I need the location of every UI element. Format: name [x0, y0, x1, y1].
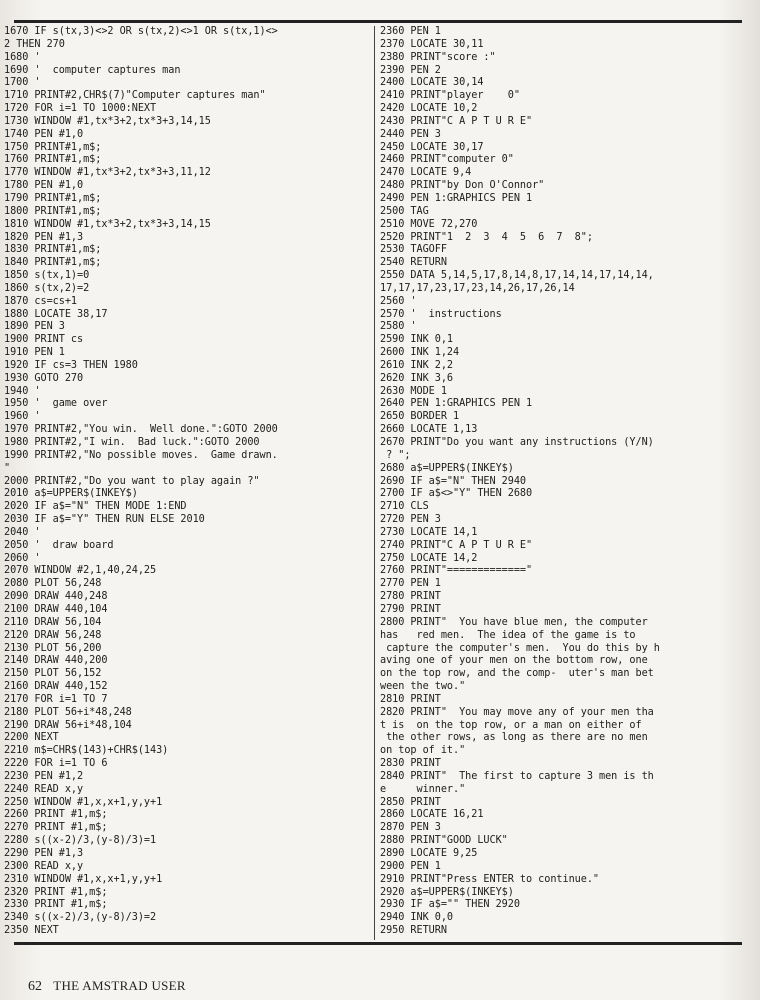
code-line: 2650 BORDER 1 [380, 411, 460, 423]
code-line: 2360 PEN 1 [380, 26, 441, 37]
code-line: 1810 WINDOW #1,tx*3+2,tx*3+3,14,15 [4, 218, 211, 230]
code-line: 2900 PEN 1 [380, 860, 441, 872]
code-line: 1870 cs=cs+1 [4, 295, 78, 307]
code-line: 2310 WINDOW #1,x,x+1,y,y+1 [4, 873, 163, 885]
code-line: 1750 PRINT#1,m$; [4, 141, 102, 153]
code-line: 2880 PRINT"GOOD LUCK" [380, 835, 508, 847]
code-line: t is on the top row, or a man on either of [380, 719, 642, 731]
code-line: 2150 PLOT 56,152 [4, 668, 102, 680]
code-line: 2510 MOVE 72,270 [380, 218, 478, 230]
code-line: 1730 WINDOW #1,tx*3+2,tx*3+3,14,15 [4, 115, 211, 127]
code-line: 1980 PRINT#2,"I win. Bad luck.":GOTO 2000 [4, 437, 260, 448]
code-line: 2 THEN 270 [4, 38, 65, 50]
code-line: 2160 DRAW 440,152 [4, 681, 108, 693]
code-line: 2520 PRINT"1 2 3 4 5 6 7 8"; [380, 231, 593, 243]
code-line: 2670 PRINT"Do you want any instructions (Y/N) [380, 437, 654, 448]
code-line: 1830 PRINT#1,m$; [4, 244, 102, 256]
code-line: 2460 PRINT"computer 0" [380, 154, 514, 166]
code-line: 1890 PEN 3 [4, 321, 65, 333]
code-line: 2580 ' [380, 321, 417, 333]
code-line: 2840 PRINT" The first to capture 3 men is th [380, 770, 654, 782]
code-line: 1900 PRINT cs [4, 334, 84, 346]
code-line: " [4, 462, 11, 474]
code-line: 2350 NEXT [4, 925, 59, 937]
column-divider [374, 26, 375, 940]
code-line: capture the computer's men. You do this by h [380, 642, 660, 654]
code-line: 2140 DRAW 440,200 [4, 655, 108, 667]
code-line: ween the two." [380, 681, 466, 693]
code-line: 2270 PRINT #1,m$; [4, 822, 108, 834]
code-line: 2660 LOCATE 1,13 [380, 424, 478, 436]
code-line: 2430 PRINT"C A P T U R E" [380, 115, 533, 127]
bottom-rule [14, 942, 742, 945]
code-line: 2620 INK 3,6 [380, 372, 454, 384]
code-line: 2230 PEN #1,2 [4, 770, 84, 782]
code-line: 17,17,17,23,17,23,14,26,17,26,14 [380, 282, 575, 294]
code-line: 2870 PEN 3 [380, 822, 441, 834]
code-line: 2640 PEN 1:GRAPHICS PEN 1 [380, 398, 533, 410]
code-line: 1880 LOCATE 38,17 [4, 308, 108, 320]
code-line: 2530 TAGOFF [380, 244, 447, 256]
code-line: 1800 PRINT#1,m$; [4, 205, 102, 217]
code-line: 2800 PRINT" You have blue men, the computer [380, 616, 648, 628]
code-line: 2320 PRINT #1,m$; [4, 886, 108, 898]
page-footer [28, 978, 186, 995]
code-line: e winner." [380, 783, 466, 795]
code-line: 2210 m$=CHR$(143)+CHR$(143) [4, 745, 169, 757]
code-line: the other rows, as long as there are no men [380, 732, 648, 744]
listing-column-left [4, 26, 370, 938]
code-line: 2550 DATA 5,14,5,17,8,14,8,17,14,14,17,14,14, [380, 270, 654, 282]
code-line: 2700 IF a$<>"Y" THEN 2680 [380, 488, 533, 500]
code-line: 2950 RETURN [380, 925, 447, 937]
code-line: 1740 PEN #1,0 [4, 128, 84, 140]
code-line: 2130 PLOT 56,200 [4, 642, 102, 654]
code-line: 1990 PRINT#2,"No possible moves. Game drawn. [4, 449, 278, 461]
code-line: 2910 PRINT"Press ENTER to continue." [380, 873, 600, 885]
code-line: 2470 LOCATE 9,4 [380, 167, 472, 179]
code-line: has red men. The idea of the game is to [380, 629, 636, 641]
code-line: 1680 ' [4, 51, 41, 63]
code-line: 2110 DRAW 56,104 [4, 616, 102, 628]
code-line: 2440 PEN 3 [380, 128, 441, 140]
code-line: 1670 IF s(tx,3)<>2 OR s(tx,2)<>1 OR s(tx,1)<> [4, 26, 278, 37]
code-line: 2010 a$=UPPER$(INKEY$) [4, 488, 138, 500]
code-line: 2820 PRINT" You may move any of your men tha [380, 706, 654, 718]
code-line: 2420 LOCATE 10,2 [380, 103, 478, 115]
code-line: 2080 PLOT 56,248 [4, 578, 102, 590]
code-line: 2560 ' [380, 295, 417, 307]
code-line: 2240 READ x,y [4, 783, 84, 795]
code-line: 2200 NEXT [4, 732, 59, 744]
code-line: 2050 ' draw board [4, 539, 114, 551]
code-line: 2040 ' [4, 526, 41, 538]
code-line: 2500 TAG [380, 205, 429, 217]
code-line: 2780 PRINT [380, 591, 441, 603]
code-line: 1840 PRINT#1,m$; [4, 257, 102, 269]
code-line: 2860 LOCATE 16,21 [380, 809, 484, 821]
code-line: 2750 LOCATE 14,2 [380, 552, 478, 564]
code-line: 2760 PRINT"=============" [380, 565, 533, 577]
code-line: 2940 INK 0,0 [380, 912, 454, 924]
code-line: 2570 ' instructions [380, 308, 502, 320]
code-line: 1970 PRINT#2,"You win. Well done.":GOTO 2000 [4, 424, 278, 436]
code-line: 1720 FOR i=1 TO 1000:NEXT [4, 103, 157, 115]
code-line: 2630 MODE 1 [380, 385, 447, 397]
code-line: 1960 ' [4, 411, 41, 423]
code-line: aving one of your men on the bottom row, one [380, 655, 648, 667]
magazine-name: THE AMSTRAD USER [53, 978, 186, 993]
code-line: 2920 a$=UPPER$(INKEY$) [380, 886, 514, 898]
code-line: 2020 IF a$="N" THEN MODE 1:END [4, 501, 187, 513]
code-line: 2770 PEN 1 [380, 578, 441, 590]
code-line: 2070 WINDOW #2,1,40,24,25 [4, 565, 157, 577]
code-line: 2380 PRINT"score :" [380, 51, 496, 63]
code-line: 1780 PEN #1,0 [4, 180, 84, 192]
code-line: ? "; [380, 449, 411, 461]
code-line: 1820 PEN #1,3 [4, 231, 84, 243]
code-line: 2300 READ x,y [4, 860, 84, 872]
code-line: 2030 IF a$="Y" THEN RUN ELSE 2010 [4, 514, 205, 526]
code-line: 2340 s((x-2)/3,(y-8)/3)=2 [4, 912, 157, 924]
code-line: 1930 GOTO 270 [4, 372, 84, 384]
code-line: 2410 PRINT"player 0" [380, 90, 520, 102]
code-line: 2400 LOCATE 30,14 [380, 77, 484, 89]
code-line: 2690 IF a$="N" THEN 2940 [380, 475, 527, 487]
code-line: 2390 PEN 2 [380, 64, 441, 76]
code-line: 1920 IF cs=3 THEN 1980 [4, 359, 138, 371]
code-line: 1760 PRINT#1,m$; [4, 154, 102, 166]
code-line: on top of it." [380, 745, 466, 757]
code-line: 2730 LOCATE 14,1 [380, 526, 478, 538]
code-line: 2600 INK 1,24 [380, 347, 460, 359]
code-line: 2590 INK 0,1 [380, 334, 454, 346]
code-line: 2680 a$=UPPER$(INKEY$) [380, 462, 514, 474]
code-line: 2250 WINDOW #1,x,x+1,y,y+1 [4, 796, 163, 808]
code-line: 1710 PRINT#2,CHR$(7)"Computer captures man" [4, 90, 266, 102]
code-line: on the top row, and the comp- uter's man bet [380, 668, 654, 680]
top-rule [14, 20, 742, 23]
code-line: 2810 PRINT [380, 693, 441, 705]
code-line: 2490 PEN 1:GRAPHICS PEN 1 [380, 192, 533, 204]
code-line: 2830 PRINT [380, 758, 441, 770]
code-line: 2100 DRAW 440,104 [4, 603, 108, 615]
code-line: 2000 PRINT#2,"Do you want to play again ?" [4, 475, 260, 487]
code-line: 2280 s((x-2)/3,(y-8)/3)=1 [4, 835, 157, 847]
code-line: 2850 PRINT [380, 796, 441, 808]
code-line: 1770 WINDOW #1,tx*3+2,tx*3+3,11,12 [4, 167, 211, 179]
code-line: 2120 DRAW 56,248 [4, 629, 102, 641]
code-line: 1850 s(tx,1)=0 [4, 270, 90, 282]
code-line: 2370 LOCATE 30,11 [380, 38, 484, 50]
code-line: 2710 CLS [380, 501, 429, 513]
code-line: 1940 ' [4, 385, 41, 397]
code-line: 2170 FOR i=1 TO 7 [4, 693, 108, 705]
code-line: 2720 PEN 3 [380, 514, 441, 526]
code-line: 2290 PEN #1,3 [4, 848, 84, 859]
code-line: 2930 IF a$="" THEN 2920 [380, 899, 520, 911]
code-line: 2540 RETURN [380, 257, 447, 269]
code-line: 2330 PRINT #1,m$; [4, 899, 108, 911]
code-line: 1950 ' game over [4, 398, 108, 410]
code-line: 2090 DRAW 440,248 [4, 591, 108, 603]
listing-column-right [380, 26, 756, 938]
code-line: 1790 PRINT#1,m$; [4, 192, 102, 204]
code-line: 2190 DRAW 56+i*48,104 [4, 719, 132, 731]
code-line: 2740 PRINT"C A P T U R E" [380, 539, 533, 551]
code-line: 2180 PLOT 56+i*48,248 [4, 706, 132, 718]
code-line: 1700 ' [4, 77, 41, 89]
code-line: 2450 LOCATE 30,17 [380, 141, 484, 153]
code-line: 2220 FOR i=1 TO 6 [4, 758, 108, 770]
page-number: 62 [28, 979, 42, 994]
code-line: 2890 LOCATE 9,25 [380, 848, 478, 859]
code-line: 2260 PRINT #1,m$; [4, 809, 108, 821]
code-line: 2060 ' [4, 552, 41, 564]
code-line: 1860 s(tx,2)=2 [4, 282, 90, 294]
code-line: 2790 PRINT [380, 603, 441, 615]
code-line: 1690 ' computer captures man [4, 64, 181, 76]
code-line: 1910 PEN 1 [4, 347, 65, 359]
code-line: 2610 INK 2,2 [380, 359, 454, 371]
code-line: 2480 PRINT"by Don O'Connor" [380, 180, 545, 192]
